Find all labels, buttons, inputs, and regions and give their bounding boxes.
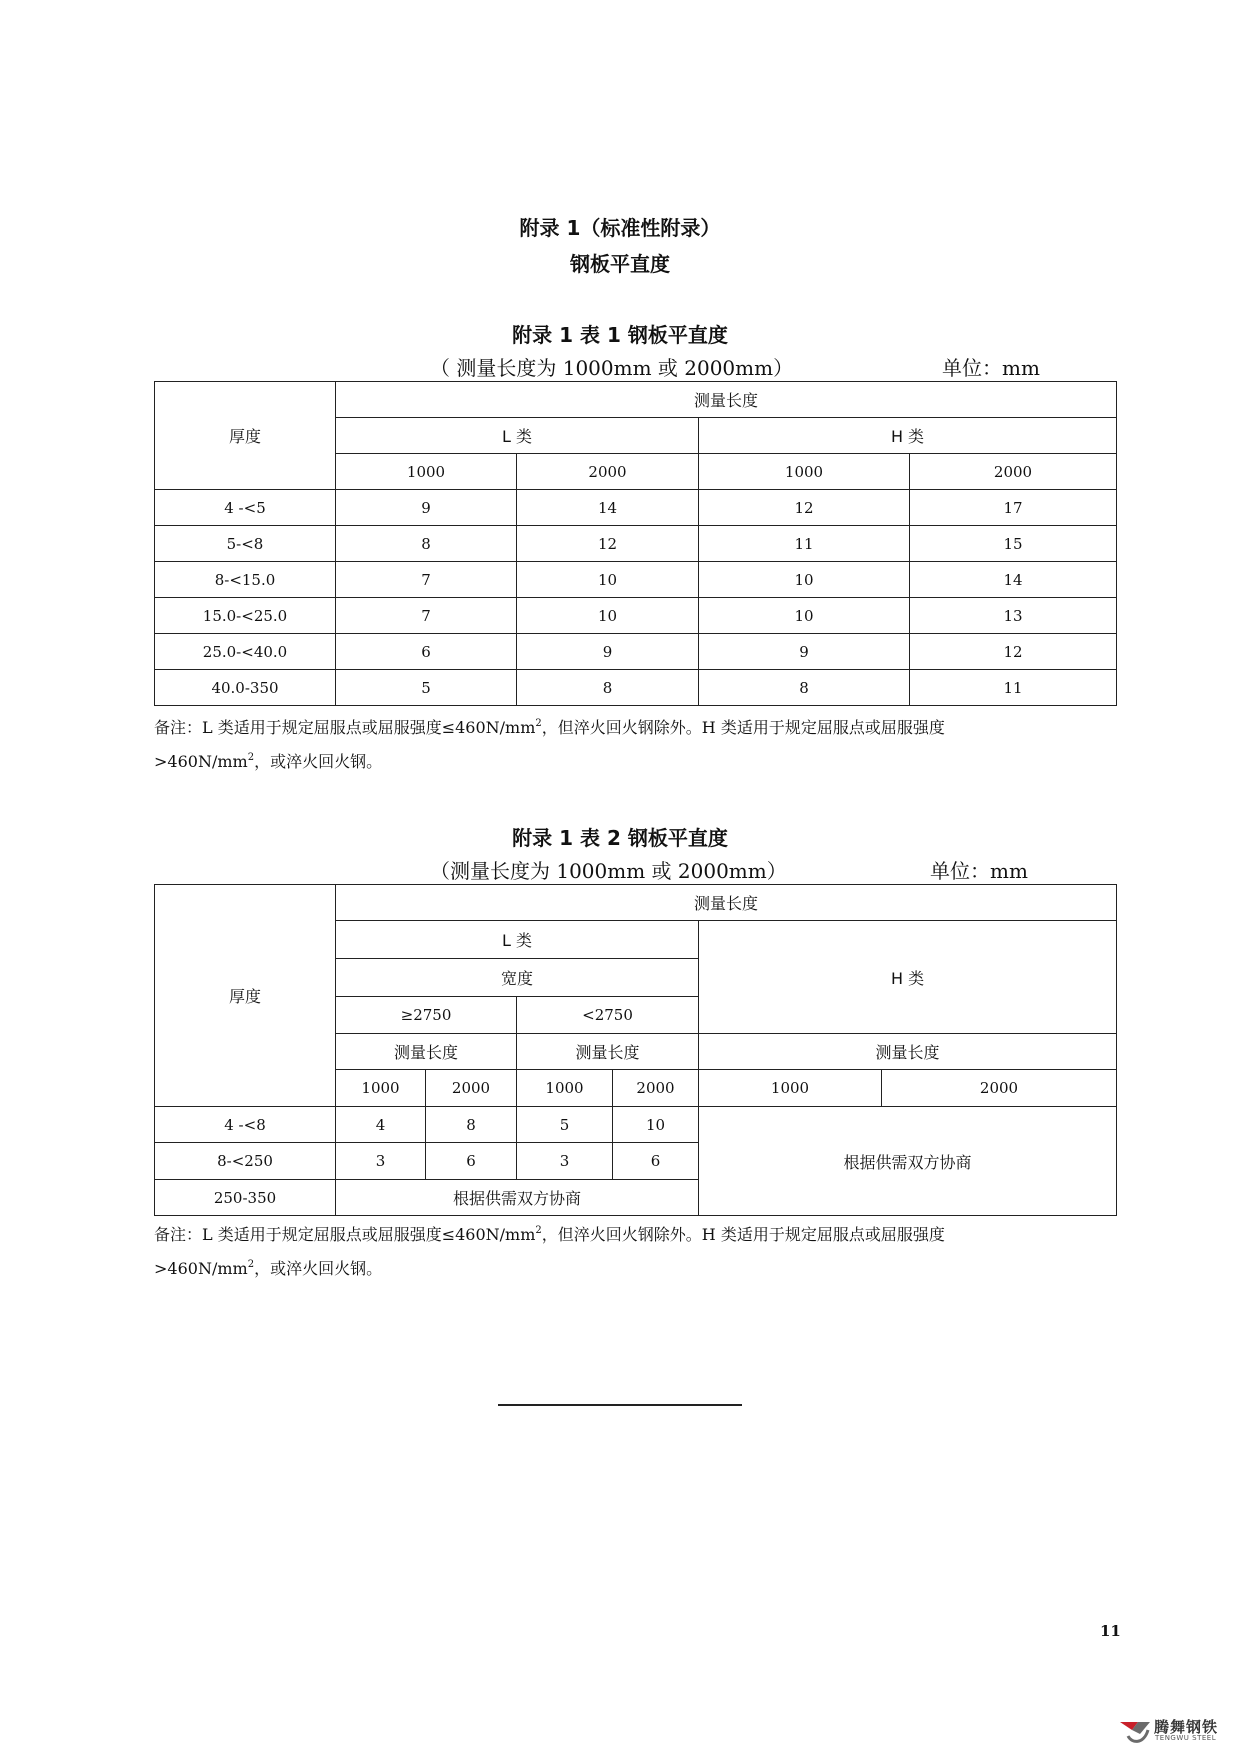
table1-value-cell: 9 <box>517 634 699 670</box>
table-row <box>155 1107 1117 1143</box>
table-row <box>155 670 1117 706</box>
table1-value-cell: 11 <box>910 670 1117 706</box>
table1-thickness-cell: 5-<8 <box>155 526 336 562</box>
page-number: 11 <box>1100 1622 1121 1640</box>
table1-value-cell: 7 <box>336 562 517 598</box>
table2-thickness-cell: 250-350 <box>155 1180 336 1216</box>
table1-h-class-header: H 类 <box>699 418 1117 454</box>
table2-note <box>154 1218 1116 1286</box>
table2-l-negotiate-cell: 根据供需双方协商 <box>336 1180 699 1216</box>
table2-width-ge-header: ≥2750 <box>336 997 517 1034</box>
table2-value-cell: 5 <box>517 1107 613 1143</box>
table2-note-line1a: 备注：L 类适用于规定屈服点或屈服强度≤460N/mm <box>154 1225 536 1244</box>
table2-length-header: 1000 <box>517 1070 613 1107</box>
logo-brand-en: TENGWU STEEL <box>1155 1734 1217 1742</box>
table1-value-cell: 11 <box>699 526 910 562</box>
table1-caption: （ 测量长度为 1000mm 或 2000mm） <box>430 356 794 380</box>
table2-value-cell: 4 <box>336 1107 426 1143</box>
table1-thickness-cell: 8-<15.0 <box>155 562 336 598</box>
table2-width-lt-header: <2750 <box>517 997 699 1034</box>
table1-value-cell: 9 <box>336 490 517 526</box>
table1-note-line2a: >460N/mm <box>154 752 248 771</box>
table2-l-class-header: L 类 <box>336 921 699 959</box>
table1-length-header: 1000 <box>336 454 517 490</box>
table2-note-sup: 2 <box>247 1259 255 1270</box>
table1-note-line1b: ，但淬火回火钢除外。H 类适用于规定屈服点或屈服强度 <box>541 718 945 737</box>
table2-value-cell: 10 <box>613 1107 699 1143</box>
table1-value-cell: 12 <box>910 634 1117 670</box>
logo-brand-cn: 腾舞钢铁 <box>1154 1718 1219 1736</box>
table1-value-cell: 12 <box>699 490 910 526</box>
table1-value-cell: 10 <box>517 562 699 598</box>
table1-measure-length-header: 测量长度 <box>336 382 1117 418</box>
table2-h-negotiate-cell: 根据供需双方协商 <box>699 1107 1117 1216</box>
table1-value-cell: 5 <box>336 670 517 706</box>
table1-length-header: 1000 <box>699 454 910 490</box>
table2-value-cell: 3 <box>336 1143 426 1180</box>
table2-value-cell: 6 <box>613 1143 699 1180</box>
table2-caption: （测量长度为 1000mm 或 2000mm） <box>430 859 787 883</box>
table2-value-cell: 3 <box>517 1143 613 1180</box>
table1-note-line1a: 备注：L 类适用于规定屈服点或屈服强度≤460N/mm <box>154 718 536 737</box>
table-row <box>155 562 1117 598</box>
table1-note <box>154 711 1116 779</box>
table1-value-cell: 14 <box>517 490 699 526</box>
table2-measure-length-lt: 测量长度 <box>517 1034 699 1070</box>
table1-thickness-cell: 4 -<5 <box>155 490 336 526</box>
end-of-appendix-rule <box>498 1404 742 1406</box>
table1-title: 附录 1 表 1 钢板平直度 <box>512 323 728 347</box>
table1-value-cell: 9 <box>699 634 910 670</box>
table2-note-line2a: >460N/mm <box>154 1259 248 1278</box>
table1-value-cell: 10 <box>517 598 699 634</box>
table1-value-cell: 10 <box>699 562 910 598</box>
table1-value-cell: 14 <box>910 562 1117 598</box>
flatness-table-2 <box>154 884 1117 1216</box>
table2-h-class-header: H 类 <box>699 921 1117 1034</box>
table2-note-line2b: ，或淬火回火钢。 <box>254 1259 383 1278</box>
table1-length-header: 2000 <box>517 454 699 490</box>
table1-value-cell: 7 <box>336 598 517 634</box>
table2-note-sup: 2 <box>535 1225 542 1236</box>
table1-note-sup: 2 <box>535 718 542 729</box>
table1-value-cell: 15 <box>910 526 1117 562</box>
table-row <box>155 598 1117 634</box>
table2-measure-length-h: 测量长度 <box>699 1034 1117 1070</box>
flatness-table-1 <box>154 381 1117 706</box>
table1-value-cell: 8 <box>517 670 699 706</box>
table2-length-header: 1000 <box>336 1070 426 1107</box>
table1-unit: 单位：mm <box>942 356 1040 380</box>
table1-value-cell: 12 <box>517 526 699 562</box>
table1-length-header: 2000 <box>910 454 1117 490</box>
table2-value-cell: 8 <box>426 1107 517 1143</box>
appendix-heading: 附录 1（标准性附录） <box>519 216 721 240</box>
table-row <box>155 634 1117 670</box>
table2-note-line1b: ，但淬火回火钢除外。H 类适用于规定屈服点或屈服强度 <box>541 1225 945 1244</box>
table1-note-sup: 2 <box>247 752 255 763</box>
table1-value-cell: 13 <box>910 598 1117 634</box>
table2-value-cell: 6 <box>426 1143 517 1180</box>
table2-measure-length-header: 测量长度 <box>336 885 1117 921</box>
table1-l-class-header: L 类 <box>336 418 699 454</box>
table2-thickness-cell: 8-<250 <box>155 1143 336 1180</box>
company-logo <box>1118 1716 1228 1746</box>
table2-unit: 单位：mm <box>930 859 1028 883</box>
table1-value-cell: 17 <box>910 490 1117 526</box>
table2-length-header: 2000 <box>613 1070 699 1107</box>
table1-value-cell: 8 <box>699 670 910 706</box>
table2-width-header: 宽度 <box>336 959 699 997</box>
table1-value-cell: 8 <box>336 526 517 562</box>
table2-length-header: 2000 <box>426 1070 517 1107</box>
table1-note-line2b: ，或淬火回火钢。 <box>254 752 383 771</box>
table-row <box>155 526 1117 562</box>
table1-thickness-header: 厚度 <box>155 382 336 490</box>
table2-length-header: 2000 <box>882 1070 1117 1107</box>
table1-thickness-cell: 15.0-<25.0 <box>155 598 336 634</box>
table2-title: 附录 1 表 2 钢板平直度 <box>512 826 728 850</box>
table1-thickness-cell: 40.0-350 <box>155 670 336 706</box>
table1-value-cell: 10 <box>699 598 910 634</box>
table-row <box>155 490 1117 526</box>
table1-value-cell: 6 <box>336 634 517 670</box>
table2-length-header: 1000 <box>699 1070 882 1107</box>
tengwu-logo-icon <box>1118 1716 1152 1746</box>
table2-thickness-cell: 4 -<8 <box>155 1107 336 1143</box>
appendix-title: 钢板平直度 <box>570 252 670 276</box>
table2-measure-length-ge: 测量长度 <box>336 1034 517 1070</box>
table1-thickness-cell: 25.0-<40.0 <box>155 634 336 670</box>
table2-thickness-header: 厚度 <box>155 885 336 1107</box>
